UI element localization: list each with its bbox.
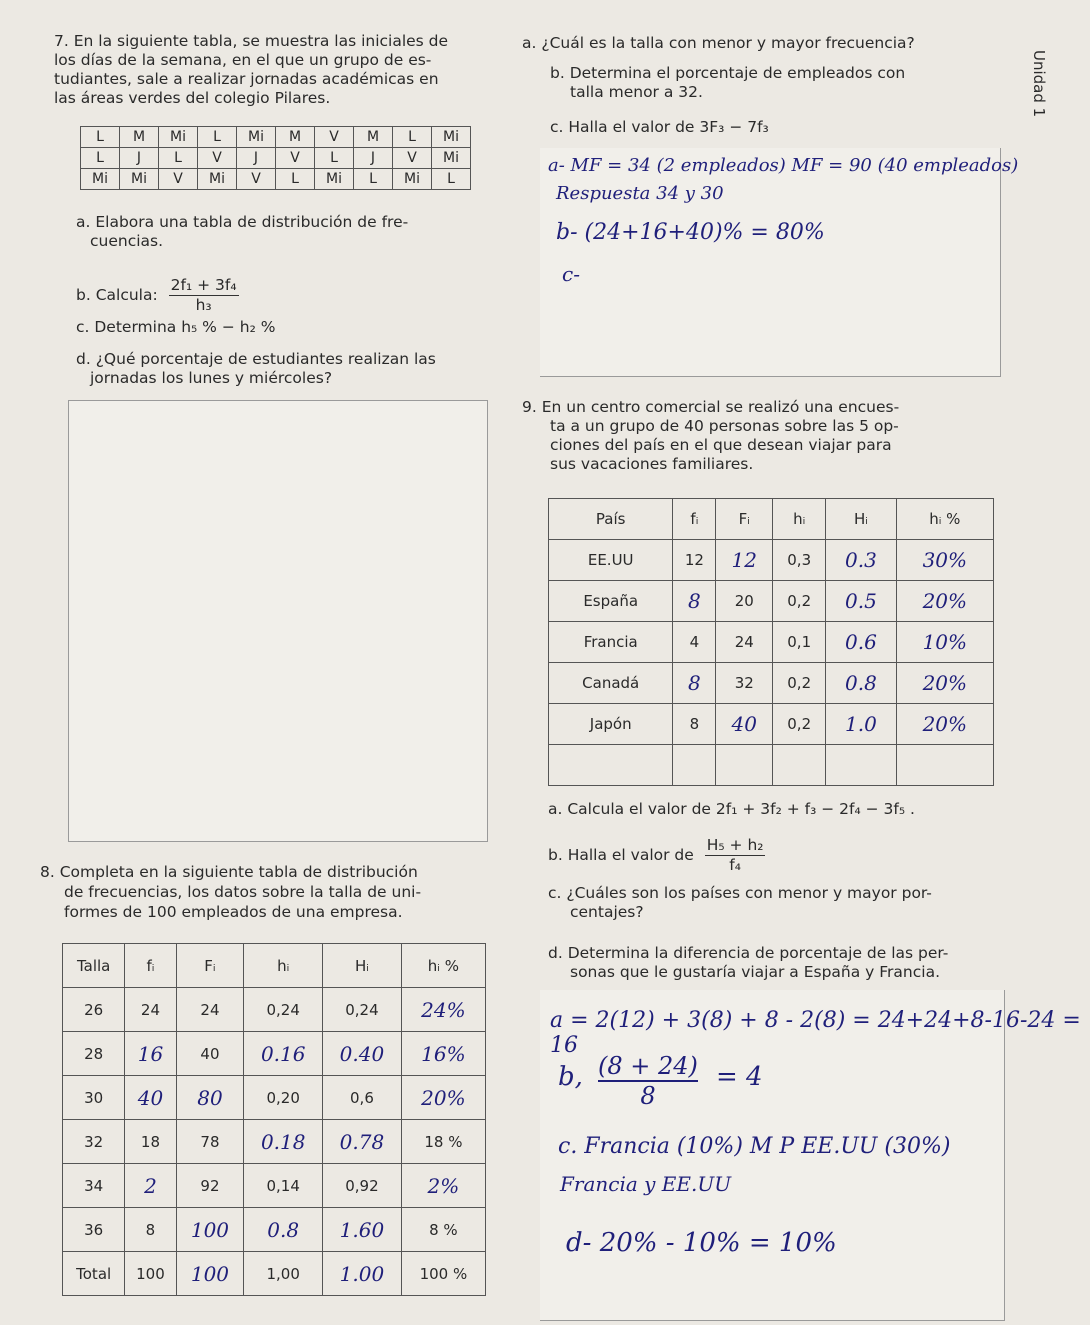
q9-a: a. Calcula el valor de 2f₁ + 3f₂ + f₃ − 2f₄ − 3f₅ . [548, 800, 915, 818]
q9-b-fraction [705, 836, 766, 875]
q9-b-numerator: H₅ + h₂ [706, 836, 764, 854]
country-cell: 0.3 [826, 540, 896, 581]
q9-intro [522, 398, 992, 474]
country-cell: 40 [716, 704, 773, 745]
country-row [549, 663, 994, 704]
q7-a-line: a. Elabora una tabla de distribución de fre- [76, 213, 409, 231]
country-cell: 0.8 [826, 663, 896, 704]
days-cell: V [276, 148, 315, 169]
hand-q9-b-label: b, [558, 1062, 583, 1092]
country-cell: 0,2 [773, 663, 826, 704]
days-cell: M [276, 127, 315, 148]
talla-cell: 40 [125, 1076, 176, 1120]
country-cell: 0.6 [826, 622, 896, 663]
q7-line: tudiantes, sale a realizar jornadas académicas en [54, 70, 439, 88]
hand-q9-c: c. Francia (10%) M P EE.UU (30%) [558, 1134, 951, 1159]
q9-d [548, 944, 1028, 982]
country-row [549, 704, 994, 745]
days-cell: L [315, 148, 354, 169]
days-cell: Mi [237, 127, 276, 148]
talla-cell: 26 [63, 988, 125, 1032]
talla-cell: 40 [176, 1032, 244, 1076]
country-cell: Japón [549, 704, 673, 745]
country-row [549, 540, 994, 581]
q7-b-denominator: h₃ [195, 296, 212, 314]
country-cell: España [549, 581, 673, 622]
days-cell: V [393, 148, 432, 169]
days-cell: V [159, 169, 198, 190]
talla-cell: 24 [176, 988, 244, 1032]
talla-cell: 0.18 [244, 1120, 323, 1164]
q9-d-line: d. Determina la diferencia de porcentaje de las per- [548, 944, 949, 962]
q7-line: las áreas verdes del colegio Pilares. [54, 89, 331, 107]
days-cell: M [120, 127, 159, 148]
hand-q9-b-result: = 4 [716, 1062, 763, 1092]
country-cell: 8 [673, 581, 716, 622]
talla-cell: 1.00 [323, 1252, 402, 1296]
q9-line: sus vacaciones familiares. [550, 455, 754, 473]
talla-cell: 2 [125, 1164, 176, 1208]
q8-b-line: talla menor a 32. [570, 83, 703, 101]
talla-cell: 1.60 [323, 1208, 402, 1252]
q9-b [548, 836, 765, 875]
days-cell: V [237, 169, 276, 190]
country-cell: 10% [896, 622, 993, 663]
days-cell: L [432, 169, 471, 190]
talla-cell: 92 [176, 1164, 244, 1208]
country-row-empty [549, 745, 994, 786]
country-header: País [549, 499, 673, 540]
q7-b-numerator: 2f₁ + 3f₄ [170, 276, 237, 294]
country-cell: 0,3 [773, 540, 826, 581]
talla-cell: Total [63, 1252, 125, 1296]
country-cell-empty [826, 745, 896, 786]
talla-cell: 18 % [401, 1120, 485, 1164]
days-cell: Mi [315, 169, 354, 190]
days-cell: J [237, 148, 276, 169]
country-cell: 4 [673, 622, 716, 663]
q9-line: 9. En un centro comercial se realizó una encues- [522, 398, 900, 416]
country-cell: 12 [716, 540, 773, 581]
q7-a [76, 213, 496, 251]
talla-cell: 20% [401, 1076, 485, 1120]
talla-cell: 0,20 [244, 1076, 323, 1120]
days-cell: L [81, 127, 120, 148]
talla-cell: 0.40 [323, 1032, 402, 1076]
talla-cell: 16 [125, 1032, 176, 1076]
talla-cell: 2% [401, 1164, 485, 1208]
q9-c-line: centajes? [570, 903, 644, 921]
talla-row [63, 988, 486, 1032]
talla-cell: 0.16 [244, 1032, 323, 1076]
talla-cell: 8 [125, 1208, 176, 1252]
q7-b [76, 276, 239, 315]
days-cell: Mi [393, 169, 432, 190]
talla-row [63, 1252, 486, 1296]
days-cell: M [354, 127, 393, 148]
country-cell: 20 [716, 581, 773, 622]
country-header: Hᵢ [826, 499, 896, 540]
country-cell: 20% [896, 581, 993, 622]
country-header: hᵢ % [896, 499, 993, 540]
talla-cell: 28 [63, 1032, 125, 1076]
talla-cell: 30 [63, 1076, 125, 1120]
talla-row [63, 1032, 486, 1076]
talla-cell: 0,24 [244, 988, 323, 1032]
q9-b-label: b. Halla el valor de [548, 846, 694, 864]
talla-cell: 34 [63, 1164, 125, 1208]
country-row [549, 581, 994, 622]
country-cell: EE.UU [549, 540, 673, 581]
days-cell: L [276, 169, 315, 190]
country-cell: 30% [896, 540, 993, 581]
days-cell: L [81, 148, 120, 169]
days-row [81, 127, 471, 148]
talla-cell: 100 % [401, 1252, 485, 1296]
talla-row [63, 1208, 486, 1252]
days-cell: Mi [120, 169, 159, 190]
talla-header: fᵢ [125, 944, 176, 988]
days-cell: L [393, 127, 432, 148]
talla-header: Hᵢ [323, 944, 402, 988]
talla-table [62, 943, 486, 1296]
q8-c: c. Halla el valor de 3F₃ − 7f₃ [550, 118, 769, 136]
days-cell: V [315, 127, 354, 148]
country-cell-empty [673, 745, 716, 786]
country-table [548, 498, 994, 786]
country-cell: 20% [896, 704, 993, 745]
country-cell: 32 [716, 663, 773, 704]
days-cell: Mi [432, 148, 471, 169]
q8-line: de frecuencias, los datos sobre la talla de uni- [64, 883, 422, 901]
talla-cell: 0,24 [323, 988, 402, 1032]
country-cell-empty [896, 745, 993, 786]
talla-cell: 8 % [401, 1208, 485, 1252]
talla-cell: 18 [125, 1120, 176, 1164]
country-cell: 8 [673, 704, 716, 745]
q7-d [76, 350, 496, 388]
country-cell: 20% [896, 663, 993, 704]
talla-cell: 32 [63, 1120, 125, 1164]
days-cell: L [159, 148, 198, 169]
talla-row [63, 1120, 486, 1164]
side-unit-label: Unidad 1 [1030, 50, 1048, 118]
hand-answer-b: b- (24+16+40)% = 80% [556, 220, 825, 245]
q7-b-fraction [169, 276, 239, 315]
talla-row [63, 1164, 486, 1208]
days-row [81, 169, 471, 190]
country-header: fᵢ [673, 499, 716, 540]
days-cell: Mi [198, 169, 237, 190]
q9-line: ciones del país en el que desean viajar para [550, 436, 892, 454]
talla-cell: 0.78 [323, 1120, 402, 1164]
answer-box-q7 [68, 400, 488, 842]
talla-header: Talla [63, 944, 125, 988]
days-cell: Mi [81, 169, 120, 190]
talla-cell: 0,92 [323, 1164, 402, 1208]
talla-header: hᵢ % [401, 944, 485, 988]
talla-cell: 100 [176, 1252, 244, 1296]
hand-q9-b-num: (8 + 24) [598, 1052, 698, 1080]
country-cell: 1.0 [826, 704, 896, 745]
q9-d-line: sonas que le gustaría viajar a España y Francia. [570, 963, 940, 981]
country-cell: 0,2 [773, 581, 826, 622]
hand-q9-c2: Francia y EE.UU [560, 1172, 732, 1196]
country-cell: 8 [673, 663, 716, 704]
talla-cell: 78 [176, 1120, 244, 1164]
talla-cell: 24 [125, 988, 176, 1032]
q7-d-line: jornadas los lunes y miércoles? [90, 369, 333, 387]
talla-cell: 36 [63, 1208, 125, 1252]
q8-intro [40, 862, 510, 922]
hand-answer-a: a- MF = 34 (2 empleados) MF = 90 (40 empleados) [548, 155, 1019, 176]
days-cell: Mi [432, 127, 471, 148]
hand-q9-b-fraction [598, 1052, 698, 1110]
q7-line: los días de la semana, en el que un grupo de es- [54, 51, 432, 69]
q7-a-line: cuencias. [90, 232, 164, 250]
country-cell: 12 [673, 540, 716, 581]
talla-row [63, 1076, 486, 1120]
days-cell: L [354, 169, 393, 190]
country-header: hᵢ [773, 499, 826, 540]
talla-cell: 24% [401, 988, 485, 1032]
country-cell: Canadá [549, 663, 673, 704]
q7-c: c. Determina h₅ % − h₂ % [76, 318, 276, 336]
country-cell: 0.5 [826, 581, 896, 622]
country-cell: 24 [716, 622, 773, 663]
q8-b-line: b. Determina el porcentaje de empleados con [550, 64, 906, 82]
country-cell: 0,1 [773, 622, 826, 663]
days-row [81, 148, 471, 169]
country-cell: Francia [549, 622, 673, 663]
country-cell-empty [716, 745, 773, 786]
talla-cell: 0,6 [323, 1076, 402, 1120]
q8-line: formes de 100 empleados de una empresa. [64, 903, 403, 921]
country-cell-empty [773, 745, 826, 786]
q7-intro [54, 32, 504, 108]
country-header: Fᵢ [716, 499, 773, 540]
hand-answer-c: c- [562, 262, 580, 286]
q9-b-denominator: f₄ [729, 856, 741, 874]
q9-c [548, 884, 1018, 922]
q8-a: a. ¿Cuál es la talla con menor y mayor frecuencia? [522, 34, 915, 52]
days-cell: Mi [159, 127, 198, 148]
talla-cell: 0.8 [244, 1208, 323, 1252]
country-cell-empty [549, 745, 673, 786]
days-table [80, 126, 471, 190]
country-row [549, 622, 994, 663]
q8-b [550, 64, 905, 102]
days-cell: L [198, 127, 237, 148]
q7-line: 7. En la siguiente tabla, se muestra las iniciales de [54, 32, 449, 50]
q9-c-line: c. ¿Cuáles son los países con menor y mayor por- [548, 884, 932, 902]
talla-cell: 100 [125, 1252, 176, 1296]
q8-line: 8. Completa en la siguiente tabla de distribución [40, 863, 418, 881]
hand-answer-resp: Respuesta 34 y 30 [556, 183, 724, 204]
q7-d-line: d. ¿Qué porcentaje de estudiantes realizan las [76, 350, 436, 368]
hand-q9-d: d- 20% - 10% = 10% [566, 1228, 837, 1258]
talla-cell: 1,00 [244, 1252, 323, 1296]
talla-header: Fᵢ [176, 944, 244, 988]
q7-b-label: b. Calcula: [76, 286, 158, 304]
hand-q9-b-den: 8 [640, 1082, 656, 1110]
days-cell: J [120, 148, 159, 169]
days-cell: J [354, 148, 393, 169]
q9-line: ta a un grupo de 40 personas sobre las 5 op- [550, 417, 899, 435]
country-cell: 0,2 [773, 704, 826, 745]
talla-cell: 16% [401, 1032, 485, 1076]
talla-header: hᵢ [244, 944, 323, 988]
hand-q9-a: a = 2(12) + 3(8) + 8 - 2(8) = 24+24+8-16-24 = 16 [550, 1008, 1081, 1058]
talla-cell: 0,14 [244, 1164, 323, 1208]
talla-cell: 80 [176, 1076, 244, 1120]
days-cell: V [198, 148, 237, 169]
talla-cell: 100 [176, 1208, 244, 1252]
